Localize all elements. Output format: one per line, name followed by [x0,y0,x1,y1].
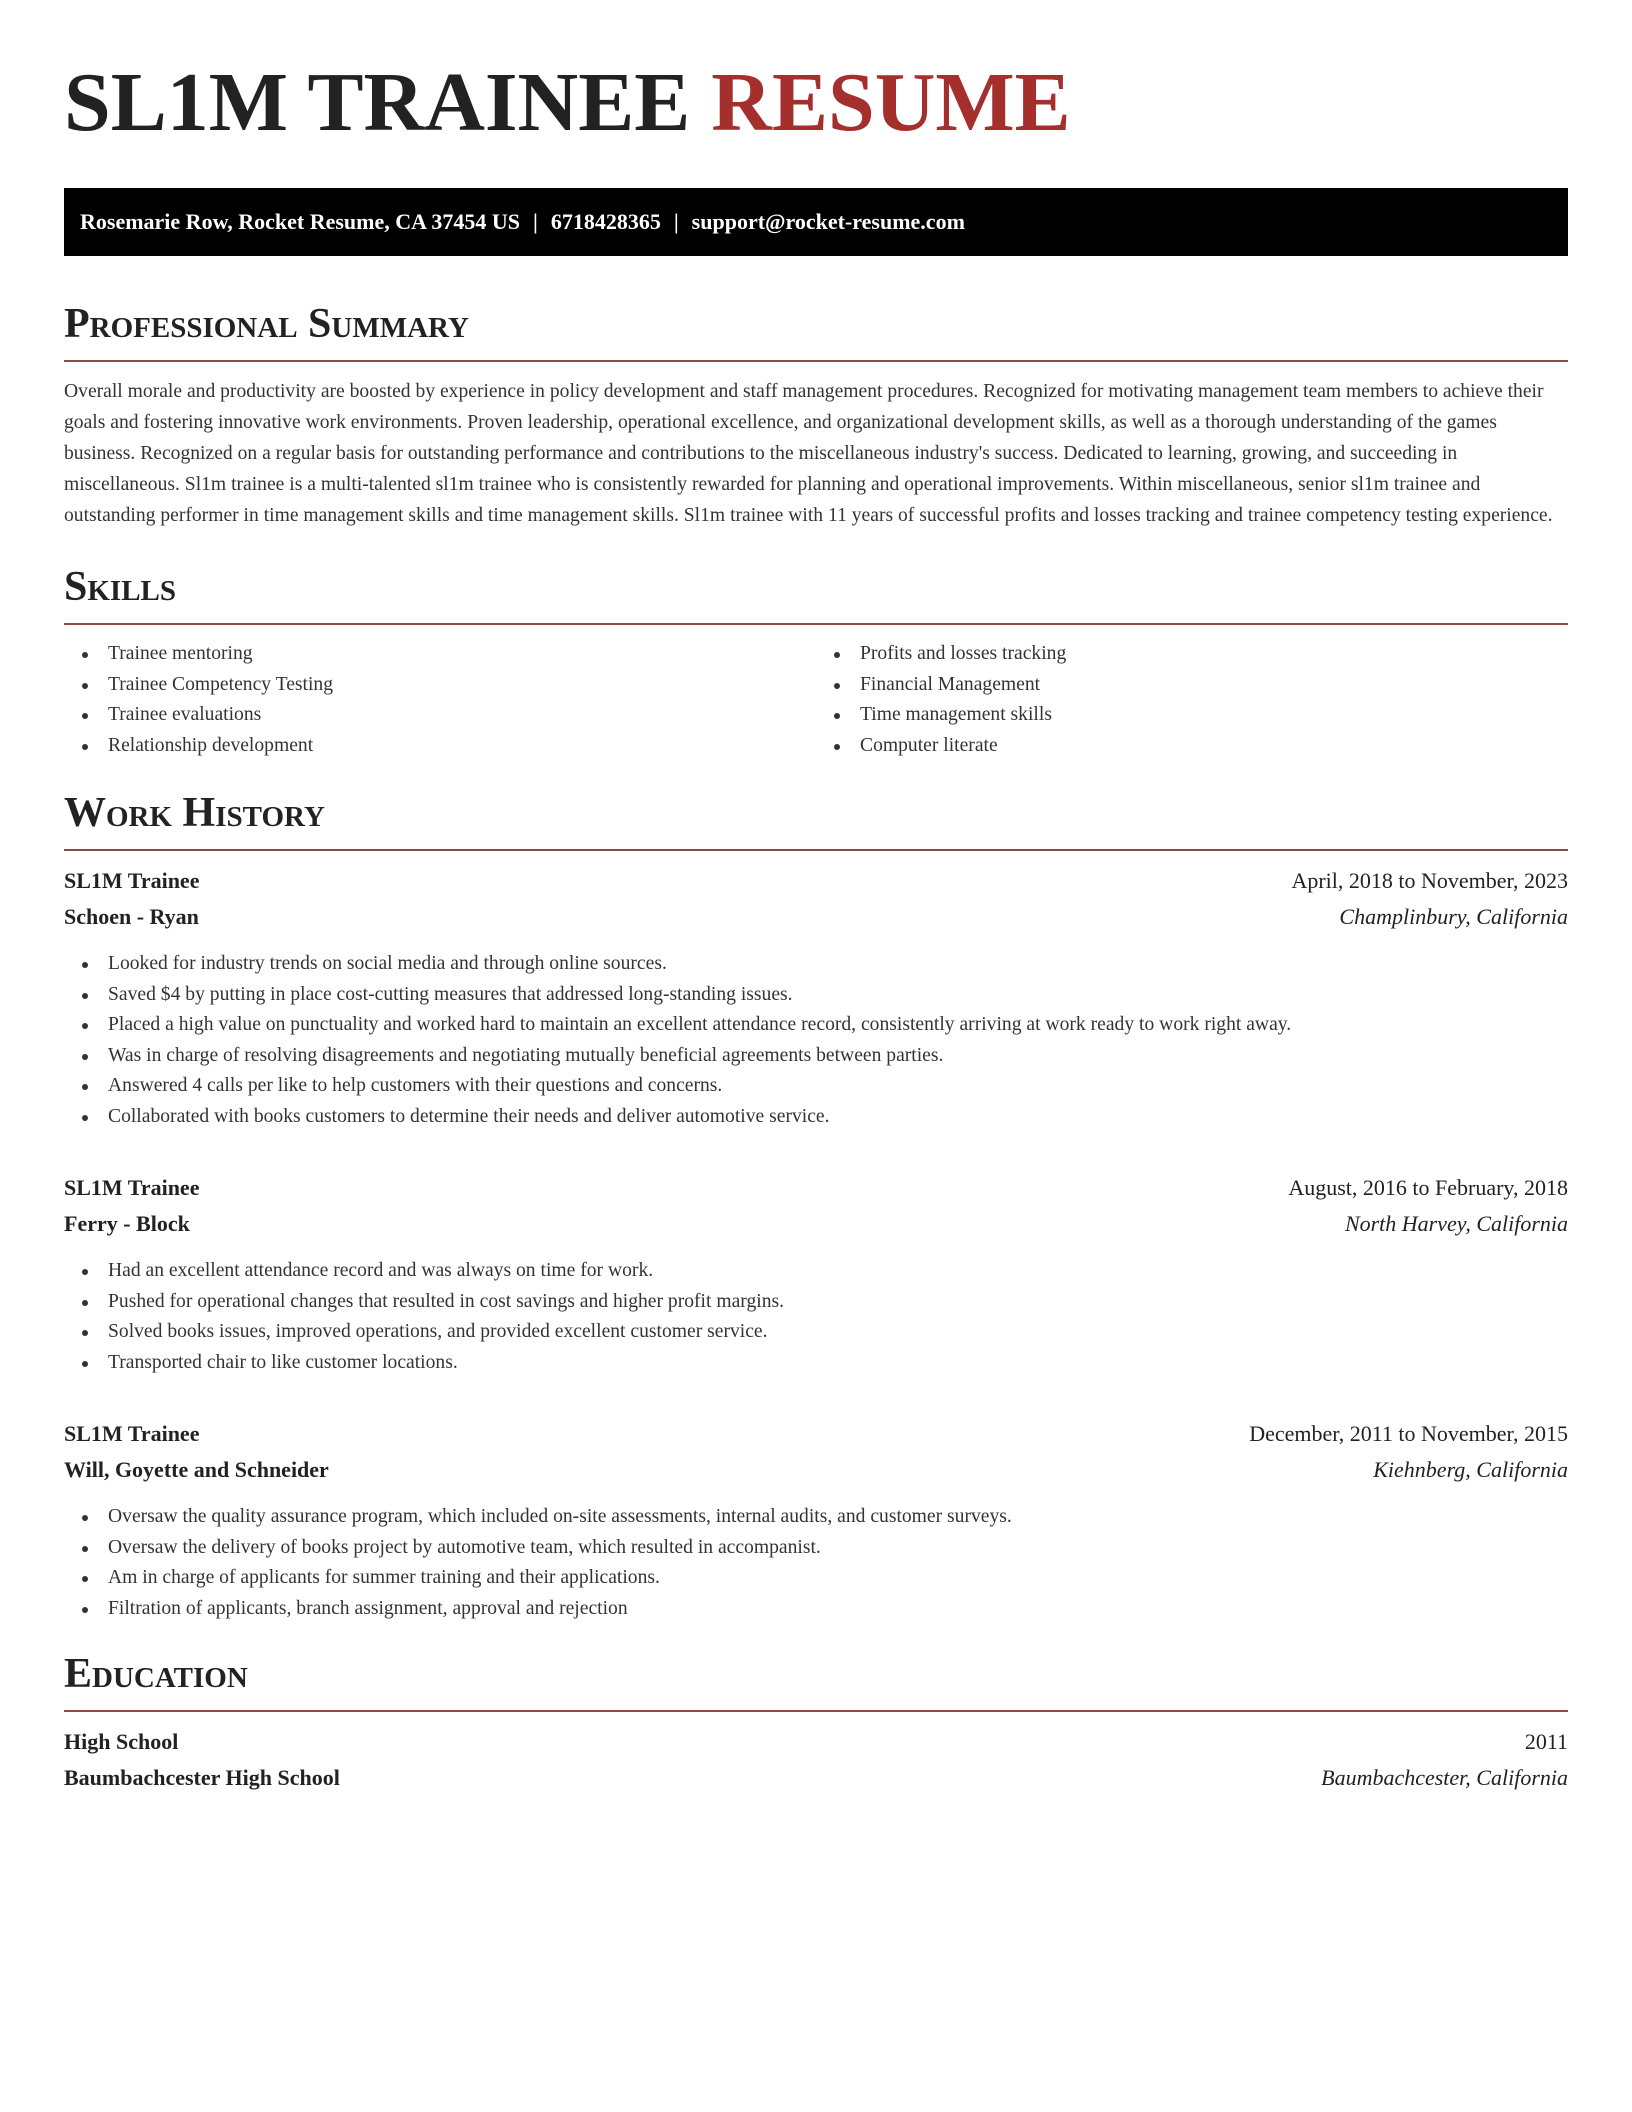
job-location: North Harvey, California [1344,1211,1568,1236]
job-company-row [64,899,1568,935]
contact-separator: | [532,209,538,234]
work-history-heading: Work History [64,789,1568,851]
education-degree: High School [64,1729,179,1754]
skill-item: Profits and losses tracking [860,639,1568,670]
job-header-row [64,1416,1568,1452]
duty-item: Filtration of applicants, branch assignment, approval and rejection [108,1594,1568,1625]
skills-section [64,563,1568,761]
skill-item: Trainee Competency Testing [108,670,816,701]
job-company-row [64,1452,1568,1488]
duty-item: Had an excellent attendance record and was always on time for work. [108,1256,1568,1287]
duty-item: Solved books issues, improved operations, and provided excellent customer service. [108,1317,1568,1348]
duty-item: Looked for industry trends on social media and through online sources. [108,949,1568,980]
education-heading: Education [64,1650,1568,1712]
duty-item: Oversaw the quality assurance program, which included on-site assessments, internal audits, and customer surveys. [108,1502,1568,1533]
summary-heading: Professional Summary [64,300,1568,362]
job-dates: December, 2011 to November, 2015 [1249,1421,1568,1446]
job-entry [64,863,1568,1132]
education-year: 2011 [1524,1729,1568,1754]
skills-heading: Skills [64,563,1568,625]
job-company-row [64,1206,1568,1242]
skill-item: Financial Management [860,670,1568,701]
work-history-section [64,789,1568,1624]
title-main: SL1M TRAINEE [64,56,691,149]
duty-item: Collaborated with books customers to determine their needs and deliver automotive service. [108,1102,1568,1133]
job-duties [64,1502,1568,1624]
education-school: Baumbachcester High School [64,1765,340,1790]
summary-text: Overall morale and productivity are boosted by experience in policy development and staff management procedures. Recognized for motivating management team members to achieve their goals and fostering innovative work environments. Proven leadership, operational excellence, and organizational development skills, as well as a thorough understanding of the games business. Recognized on a regular basis for outstanding performance and contributions to the miscellaneous industry's success. Dedicated to learning, growing, and succeeding in miscellaneous. Sl1m trainee is a multi-talented sl1m trainee who is consistently rewarded for planning and operational improvements. Within miscellaneous, senior sl1m trainee and outstanding performer in time management skills and time management skills. Sl1m trainee with 11 years of successful profits and losses tracking and trainee competency testing experience. [64,381,1553,526]
skill-item: Trainee mentoring [108,639,816,670]
education-school-row [64,1760,1568,1796]
education-degree-row [64,1724,1568,1760]
contact-bar [64,188,1568,256]
job-dates: August, 2016 to February, 2018 [1288,1175,1568,1200]
contact-email: support@rocket-resume.com [691,209,965,234]
duty-item: Oversaw the delivery of books project by automotive team, which resulted in accompanist. [108,1533,1568,1564]
education-location: Baumbachcester, California [1321,1765,1568,1790]
job-title: SL1M Trainee [64,1175,200,1200]
job-company: Ferry - Block [64,1211,190,1236]
job-header-row [64,1170,1568,1206]
job-company: Will, Goyette and Schneider [64,1457,329,1482]
duty-item: Pushed for operational changes that resulted in cost savings and higher profit margins. [108,1287,1568,1318]
skills-grid [64,639,1568,761]
job-company: Schoen - Ryan [64,904,199,929]
job-duties [64,949,1568,1132]
job-title: SL1M Trainee [64,868,200,893]
skills-column-right [816,639,1568,761]
job-dates: April, 2018 to November, 2023 [1291,868,1568,893]
skill-item: Trainee evaluations [108,700,816,731]
summary-section [64,300,1568,531]
duty-item: Placed a high value on punctuality and worked hard to maintain an excellent attendance record, consistently arriving at work ready to work right away. [108,1010,1568,1041]
duty-item: Saved $4 by putting in place cost-cutting measures that addressed long-standing issues. [108,980,1568,1011]
education-entry [64,1724,1568,1796]
job-entry [64,1170,1568,1378]
duty-item: Am in charge of applicants for summer training and their applications. [108,1563,1568,1594]
education-section [64,1650,1568,1796]
duty-item: Transported chair to like customer locations. [108,1348,1568,1379]
job-location: Kiehnberg, California [1373,1457,1568,1482]
contact-address: Rosemarie Row, Rocket Resume, CA 37454 US [80,209,520,234]
skills-column-left [64,639,816,761]
skill-item: Relationship development [108,731,816,762]
skill-item: Time management skills [860,700,1568,731]
job-location: Champlinbury, California [1339,904,1568,929]
job-title: SL1M Trainee [64,1421,200,1446]
job-header-row [64,863,1568,899]
contact-separator: | [673,209,679,234]
job-entry [64,1416,1568,1624]
job-duties [64,1256,1568,1378]
duty-item: Answered 4 calls per like to help customers with their questions and concerns. [108,1071,1568,1102]
duty-item: Was in charge of resolving disagreements and negotiating mutually beneficial agreements between parties. [108,1041,1568,1072]
contact-phone: 6718428365 [550,209,661,234]
resume-title [64,56,1568,150]
title-accent: RESUME [711,56,1071,149]
skill-item: Computer literate [860,731,1568,762]
